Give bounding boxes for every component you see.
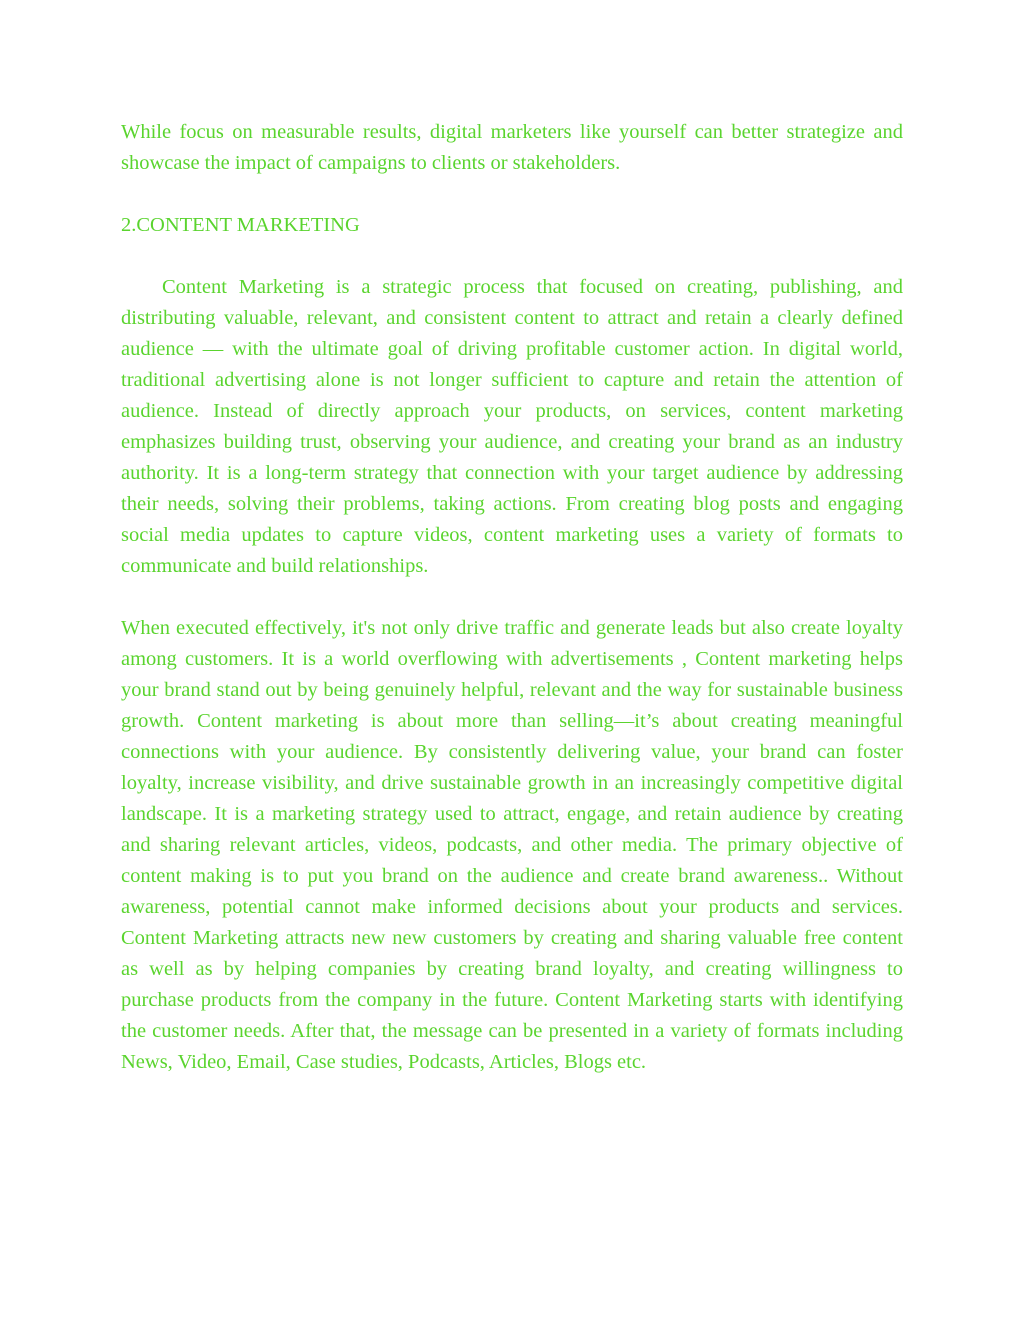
document-page — [121, 117, 903, 1078]
section-heading: 2.CONTENT MARKETING — [121, 214, 360, 236]
intro-paragraph: While focus on measurable results, digital marketers like yourself can better strategize and showcase the impact of campaigns to clients or stakeholders. — [121, 121, 903, 174]
spacer — [121, 582, 903, 613]
spacer — [121, 241, 903, 272]
body-paragraph-1: Content Marketing is a strategic process that focused on creating, publishing, and distributing valuable, relevant, and consistent content to attract and retain a clearly defined audience — with the ultimate goal of driving profitable customer action. In digital world, traditional advertising alone is not longer sufficient to capture and retain the attention of audience. Instead of directly approach your products, on services, content marketing emphasizes building trust, observing your audience, and creating your brand as an industry authority. It is a long-term strategy that connection with your target audience by addressing their needs, solving their problems, taking actions. From creating blog posts and engaging social media updates to capture videos, content marketing uses a variety of formats to communicate and build relationships. — [121, 276, 903, 577]
body-paragraph-2: When executed effectively, it's not only drive traffic and generate leads but also create loyalty among customers. It is a world overflowing with advertisements , Content marketing helps your brand stand out by being genuinely helpful, relevant and the way for sustainable business growth. Content marketing is about more than selling—it’s about creating meaningful connections with your audience. By consistently delivering value, your brand can foster loyalty, increase visibility, and drive sustainable growth in an increasingly competitive digital landscape. It is a marketing strategy used to attract, engage, and retain audience by creating and sharing relevant articles, videos, podcasts, and other media. The primary objective of content making is to put you brand on the audience and create brand awareness.. Without awareness, potential cannot make informed decisions about your products and services. Content Marketing attracts new new customers by creating and sharing valuable free content as well as by helping companies by creating brand loyalty, and creating willingness to purchase products from the company in the future. Content Marketing starts with identifying the customer needs. After that, the message can be presented in a variety of formats including News, Video, Email, Case studies, Podcasts, Articles, Blogs etc. — [121, 617, 903, 1073]
spacer — [121, 179, 903, 210]
